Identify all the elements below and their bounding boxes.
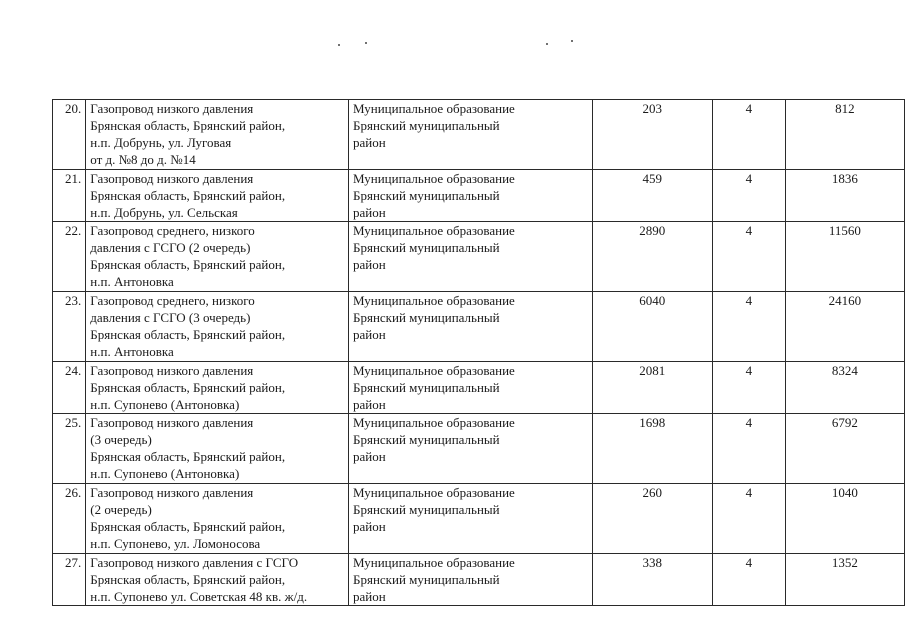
table-row: [53, 554, 905, 606]
owner-cell: [349, 414, 593, 484]
total-cell: [785, 222, 904, 292]
length-cell: [592, 170, 712, 222]
total-cell: [785, 554, 904, 606]
cell-line: давления с ГСГО (2 очередь): [90, 240, 251, 255]
object-name-cell: [86, 554, 349, 606]
cell-text: 24.: [65, 363, 82, 378]
cell-text: 21.: [65, 171, 82, 186]
cell-line: давления с ГСГО (3 очередь): [90, 310, 251, 325]
cell-line: (3 очередь): [90, 432, 152, 447]
cell-line: Газопровод низкого давления: [90, 363, 254, 378]
cell-line: район: [353, 327, 386, 342]
cell-text: 1040: [831, 485, 858, 500]
cell-line: Муниципальное образование: [353, 363, 515, 378]
owner-cell: [349, 554, 593, 606]
scan-speck: [546, 43, 548, 45]
object-name-cell: [86, 484, 349, 554]
cell-line: район: [353, 205, 386, 220]
cell-text: 22.: [65, 223, 82, 238]
object-name-cell: [86, 414, 349, 484]
row-number-cell: [53, 222, 86, 292]
cell-line: Газопровод низкого давления: [90, 485, 254, 500]
scan-speck: [365, 42, 367, 44]
scan-specks: [0, 0, 905, 60]
length-cell: [592, 414, 712, 484]
rate-cell: [712, 100, 785, 170]
owner-cell: [349, 170, 593, 222]
cell-line: Брянский муниципальный: [353, 240, 500, 255]
cell-line: Брянский муниципальный: [353, 432, 500, 447]
row-number-cell: [53, 362, 86, 414]
cell-text: 6040: [639, 293, 666, 308]
cell-line: Брянский муниципальный: [353, 310, 500, 325]
row-number-cell: [53, 484, 86, 554]
owner-cell: [349, 362, 593, 414]
rate-cell: [712, 222, 785, 292]
row-number-cell: [53, 414, 86, 484]
cell-text: 1836: [831, 171, 858, 186]
cell-line: Брянский муниципальный: [353, 380, 500, 395]
cell-text: 2081: [639, 363, 666, 378]
cell-line: Брянская область, Брянский район,: [90, 188, 286, 203]
total-cell: [785, 484, 904, 554]
cell-line: Брянская область, Брянский район,: [90, 449, 286, 464]
cell-text: 6792: [831, 415, 858, 430]
object-name-cell: [86, 362, 349, 414]
length-cell: [592, 292, 712, 362]
length-cell: [592, 100, 712, 170]
cell-text: 23.: [65, 293, 82, 308]
rate-cell: [712, 362, 785, 414]
cell-line: Газопровод низкого давления: [90, 101, 254, 116]
total-cell: [785, 292, 904, 362]
cell-line: Брянская область, Брянский район,: [90, 327, 286, 342]
cell-text: 260: [642, 485, 662, 500]
row-number-cell: [53, 554, 86, 606]
rate-cell: [712, 484, 785, 554]
cell-line: н.п. Добрунь, ул. Луговая: [90, 135, 232, 150]
table-row: [53, 222, 905, 292]
cell-text: 812: [835, 101, 855, 116]
cell-line: Муниципальное образование: [353, 555, 515, 570]
row-number-cell: [53, 100, 86, 170]
cell-text: 11560: [828, 223, 861, 238]
object-name-cell: [86, 292, 349, 362]
cell-text: 2890: [639, 223, 666, 238]
total-cell: [785, 362, 904, 414]
length-cell: [592, 222, 712, 292]
rate-cell: [712, 170, 785, 222]
cell-text: 20.: [65, 101, 82, 116]
cell-line: н.п. Супонево (Антоновка): [90, 397, 240, 412]
table-row: [53, 362, 905, 414]
cell-line: н.п. Добрунь, ул. Сельская: [90, 205, 238, 220]
rate-cell: [712, 292, 785, 362]
cell-line: н.п. Супонево (Антоновка): [90, 466, 240, 481]
length-cell: [592, 362, 712, 414]
cell-line: Муниципальное образование: [353, 293, 515, 308]
cell-line: район: [353, 589, 386, 604]
rate-cell: [712, 414, 785, 484]
cell-text: 4: [745, 415, 753, 430]
cell-line: Брянская область, Брянский район,: [90, 257, 286, 272]
cell-line: Муниципальное образование: [353, 171, 515, 186]
object-name-cell: [86, 222, 349, 292]
cell-line: Брянский муниципальный: [353, 502, 500, 517]
cell-text: 459: [642, 171, 662, 186]
row-number-cell: [53, 292, 86, 362]
cell-text: 4: [745, 293, 753, 308]
cell-text: 1698: [639, 415, 666, 430]
row-number-cell: [53, 170, 86, 222]
object-name-cell: [86, 100, 349, 170]
cell-text: 4: [745, 171, 753, 186]
cell-line: Газопровод среднего, низкого: [90, 293, 255, 308]
cell-line: Муниципальное образование: [353, 223, 515, 238]
cell-line: Брянский муниципальный: [353, 188, 500, 203]
cell-line: район: [353, 449, 386, 464]
cell-line: район: [353, 135, 386, 150]
scan-speck: [571, 40, 573, 42]
cell-line: Брянская область, Брянский район,: [90, 519, 286, 534]
cell-line: н.п. Антоновка: [90, 274, 174, 289]
cell-text: 25.: [65, 415, 82, 430]
owner-cell: [349, 222, 593, 292]
cell-text: 4: [745, 223, 753, 238]
length-cell: [592, 484, 712, 554]
cell-line: н.п. Супонево ул. Советская 48 кв. ж/д.: [90, 589, 308, 604]
cell-text: 4: [745, 485, 753, 500]
cell-line: район: [353, 257, 386, 272]
cell-line: (2 очередь): [90, 502, 152, 517]
cell-line: район: [353, 519, 386, 534]
cell-line: Муниципальное образование: [353, 415, 515, 430]
table-row: [53, 292, 905, 362]
cell-line: Газопровод низкого давления с ГСГО: [90, 555, 299, 570]
pipeline-register-table: [52, 99, 905, 606]
table-row: [53, 484, 905, 554]
cell-text: 4: [745, 101, 753, 116]
cell-line: Брянская область, Брянский район,: [90, 118, 286, 133]
table-row: [53, 100, 905, 170]
scan-speck: [338, 44, 340, 46]
total-cell: [785, 414, 904, 484]
cell-line: н.п. Антоновка: [90, 344, 174, 359]
length-cell: [592, 554, 712, 606]
cell-text: 338: [642, 555, 662, 570]
table-row: [53, 414, 905, 484]
cell-line: Брянский муниципальный: [353, 118, 500, 133]
total-cell: [785, 100, 904, 170]
cell-text: 4: [745, 555, 753, 570]
cell-line: Муниципальное образование: [353, 101, 515, 116]
object-name-cell: [86, 170, 349, 222]
owner-cell: [349, 292, 593, 362]
total-cell: [785, 170, 904, 222]
cell-text: 203: [642, 101, 662, 116]
cell-text: 26.: [65, 485, 82, 500]
cell-text: 24160: [828, 293, 862, 308]
rate-cell: [712, 554, 785, 606]
cell-line: н.п. Супонево, ул. Ломоносова: [90, 536, 261, 551]
cell-text: 4: [745, 363, 753, 378]
owner-cell: [349, 100, 593, 170]
cell-line: Брянская область, Брянский район,: [90, 380, 286, 395]
table-body: [53, 100, 905, 606]
cell-line: Газопровод низкого давления: [90, 415, 254, 430]
owner-cell: [349, 484, 593, 554]
cell-text: 27.: [65, 555, 82, 570]
cell-line: Брянская область, Брянский район,: [90, 572, 286, 587]
cell-line: Газопровод низкого давления: [90, 171, 254, 186]
cell-text: 1352: [831, 555, 858, 570]
cell-line: Брянский муниципальный: [353, 572, 500, 587]
cell-line: район: [353, 397, 386, 412]
cell-line: от д. №8 до д. №14: [90, 152, 196, 167]
table-row: [53, 170, 905, 222]
cell-line: Газопровод среднего, низкого: [90, 223, 255, 238]
cell-line: Муниципальное образование: [353, 485, 515, 500]
cell-text: 8324: [831, 363, 858, 378]
